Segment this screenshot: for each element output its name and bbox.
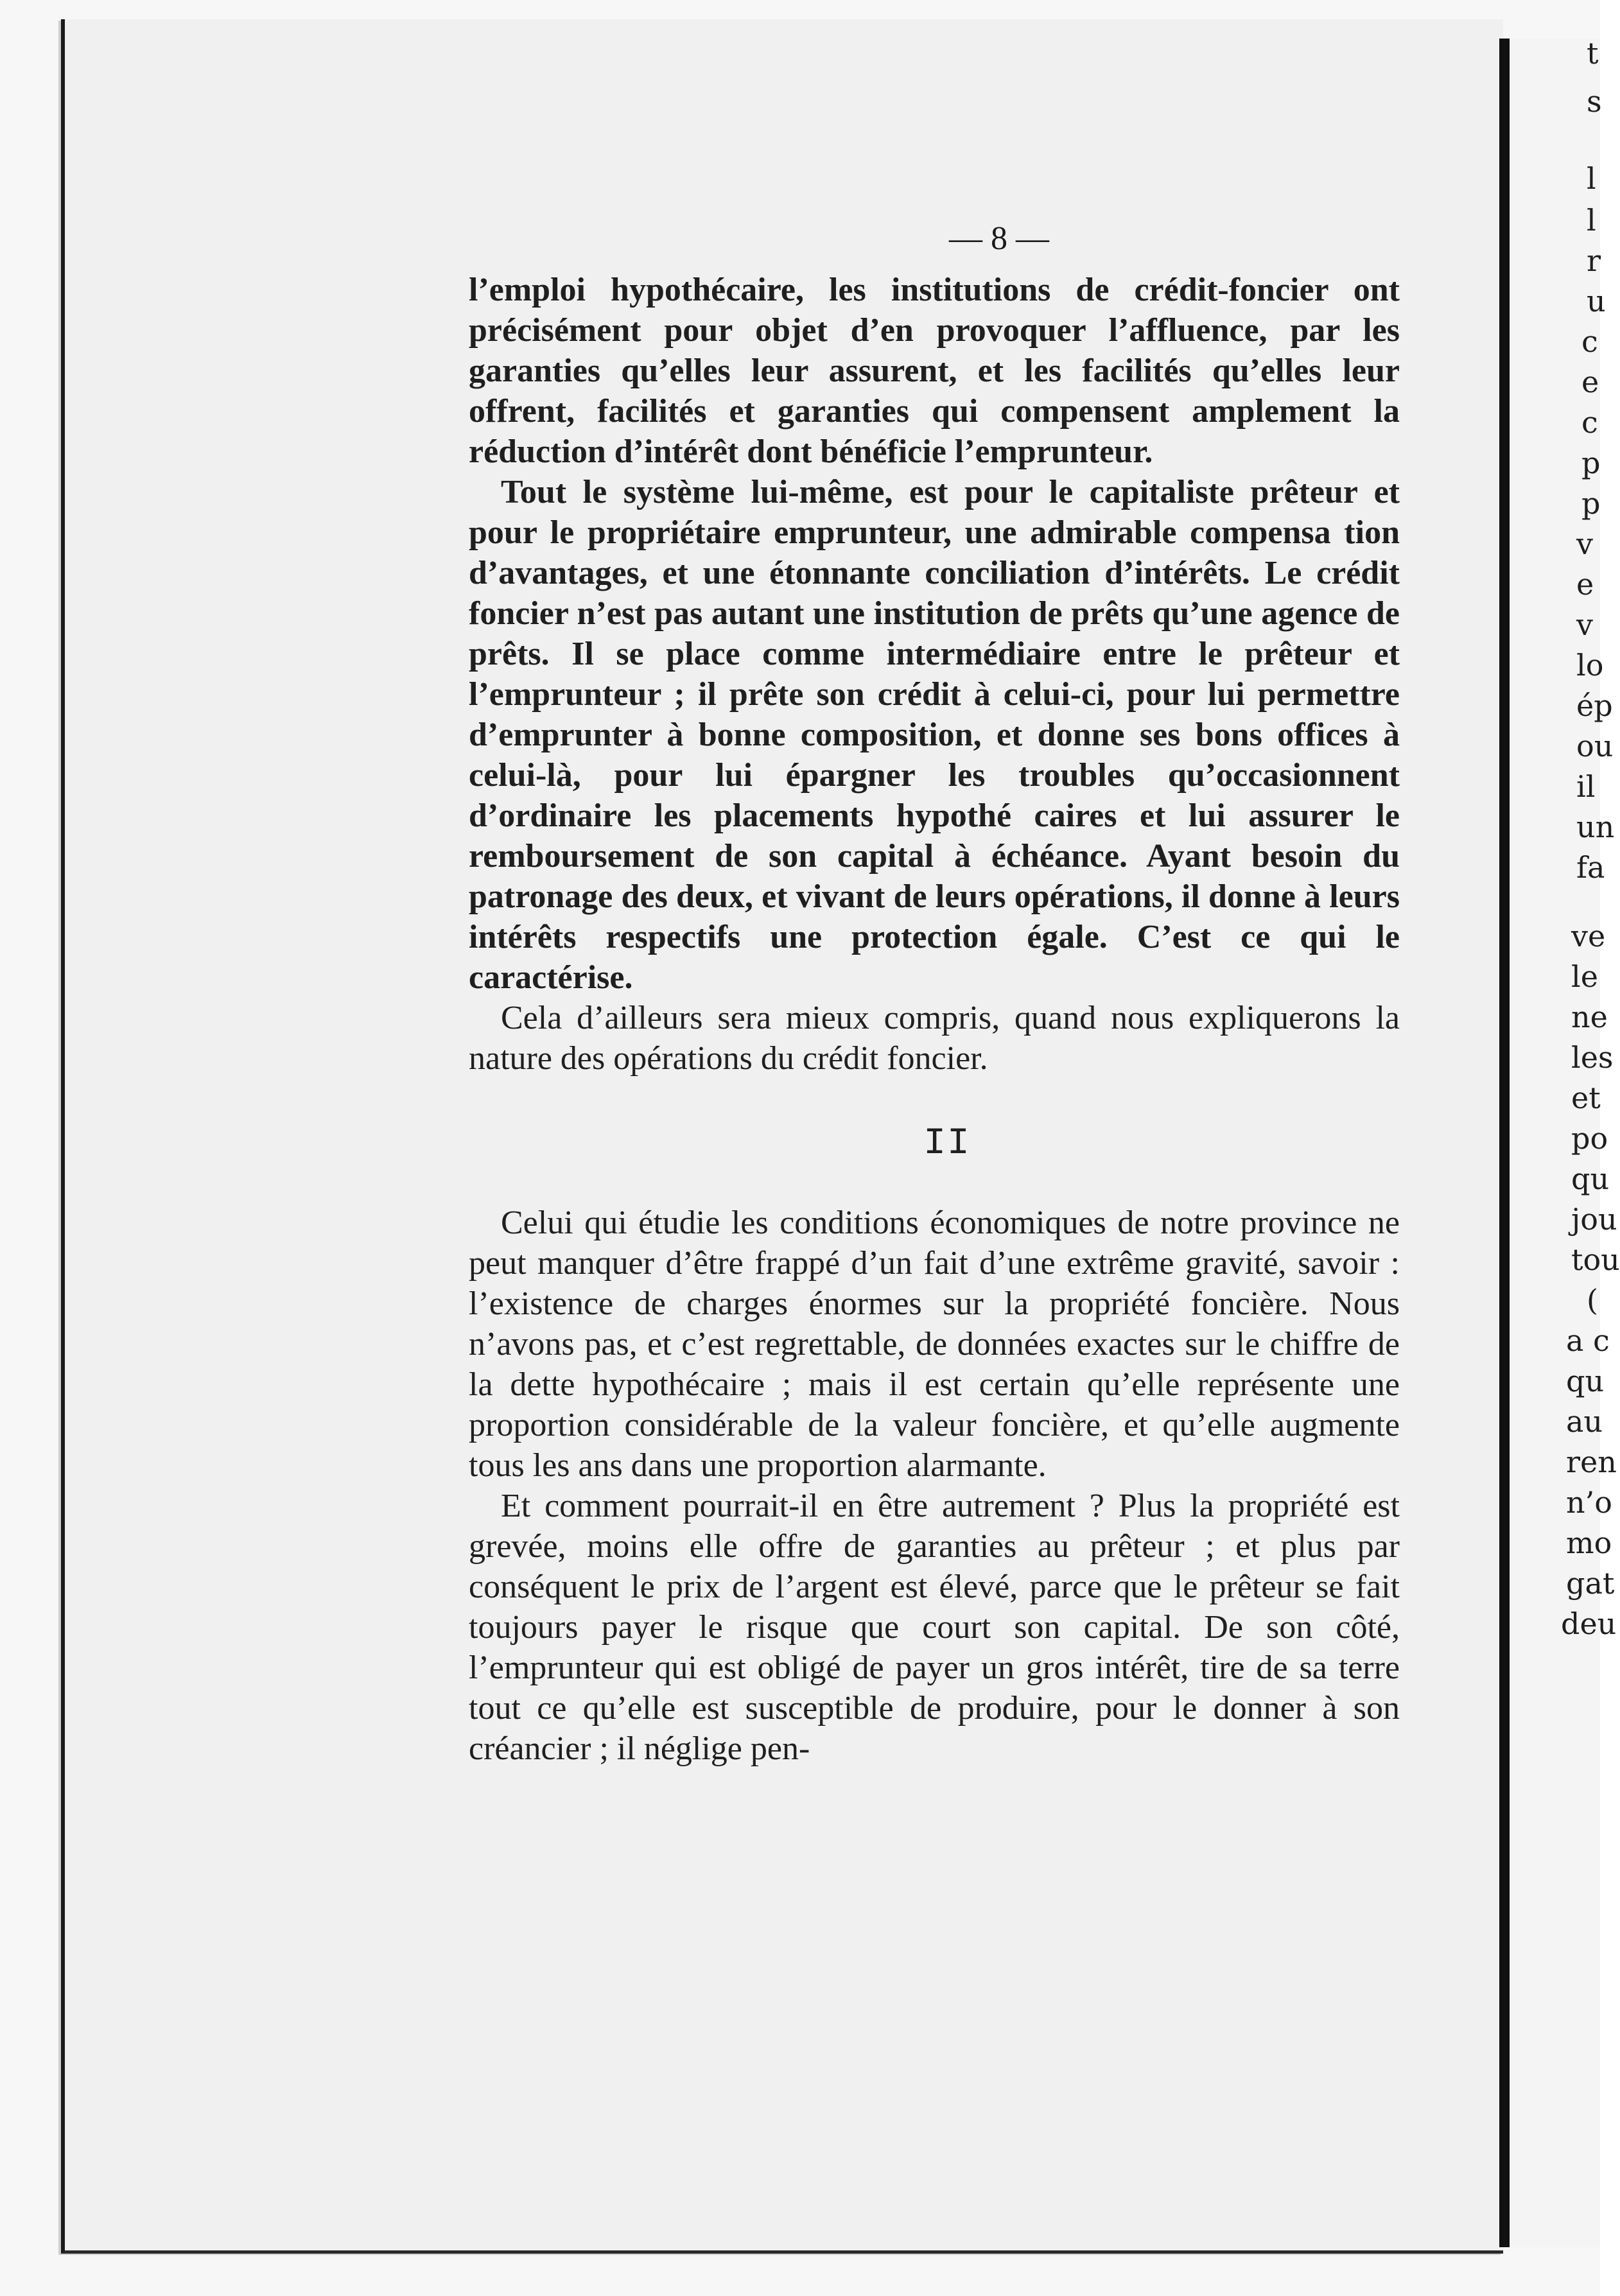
- page-body: [469, 270, 1400, 1769]
- adjacent-page-fragment: deu: [1561, 1606, 1617, 1641]
- adjacent-page-fragment: ne: [1571, 1000, 1608, 1034]
- adjacent-page-fragment: qu: [1566, 1364, 1605, 1398]
- adjacent-page-fragment: v: [1576, 607, 1593, 642]
- adjacent-page-fragment: c: [1581, 405, 1598, 440]
- adjacent-page-fragment: un: [1576, 810, 1615, 844]
- adjacent-page-fragment: n’o: [1566, 1485, 1612, 1520]
- adjacent-page-fragment: tou: [1571, 1242, 1620, 1277]
- adjacent-page-fragment: (: [1587, 1283, 1598, 1318]
- adjacent-page-edge: [1510, 36, 1620, 2247]
- adjacent-page-fragment: s: [1587, 84, 1602, 119]
- adjacent-page-fragment: les: [1571, 1040, 1614, 1075]
- adjacent-page-fragment: a c: [1566, 1323, 1610, 1358]
- adjacent-page-fragment: v: [1576, 526, 1593, 561]
- adjacent-page-fragment: p: [1581, 446, 1601, 480]
- paragraph: Et comment pourrait-il en être autrement ? Plus la propriété est grevée, moins elle offre de garanties au prêteur ; et plus par conséquent le prix de l’argent est élevé, parce que le prêteur se fait toujours payer le risque que court son capital. De son côté, l’emprunteur qui est obligé de payer un gros intérêt, tire de sa terre tout ce qu’elle est susceptible de produire, pour le donner à son créancier ; il néglige pen-: [469, 1488, 1400, 1767]
- adjacent-page-fragment: c: [1581, 324, 1598, 359]
- book-spine: [1499, 39, 1510, 2247]
- paragraph: Cela d’ailleurs sera mieux compris, quand nous expliquerons la nature des opérations du crédit foncier.: [469, 1000, 1400, 1077]
- adjacent-page-fragment: l: [1587, 161, 1596, 196]
- adjacent-page-fragment: mo: [1566, 1526, 1612, 1560]
- adjacent-page-fragment: ép: [1576, 688, 1613, 723]
- adjacent-page-fragment: t: [1587, 36, 1599, 71]
- paragraph: l’emploi hypothécaire, les institutions de crédit-foncier ont précisément pour objet d’en provoquer l’affluence, par les garanties qu’elles leur assurent, et les facilités qu’elles leur offrent, facilités et garanties qui compensent amplement la réduction d’intérêt dont bénéficie l’emprunteur.: [469, 272, 1400, 470]
- adjacent-page-fragment: qu: [1571, 1161, 1610, 1196]
- section-heading: II: [923, 1123, 971, 1165]
- paragraph: Tout le système lui-même, est pour le capitaliste prêteur et pour le propriétaire emprunteur, une admirable compensa tion d’avantages, et une étonnante conciliation d’intérêts. Le crédit foncier n’est pas autant une institution de prêts qu’une agence de prêts. Il se place comme intermédiaire entre le prêteur et l’emprunteur ; il prête son crédit à celui-ci, pour lui permettre d’emprunter à bonne composition, et donne ses bons offices à celui-là, pour lui épargner les troubles qu’occasionnent d’ordinaire les placements hypothé caires et lui assurer le remboursement de son capital à échéance. Ayant besoin du patronage des deux, et vivant de leurs opérations, il donne à leurs intérêts respectifs une protection égale. C’est ce qui le caractérise.: [469, 474, 1400, 996]
- adjacent-page-fragment: l: [1587, 203, 1596, 238]
- adjacent-page-fragment: r: [1587, 243, 1601, 278]
- adjacent-page-fragment: e: [1581, 365, 1599, 399]
- adjacent-page-fragment: jou: [1571, 1202, 1617, 1237]
- adjacent-page-fragment: et: [1571, 1081, 1601, 1115]
- adjacent-page-fragment: po: [1571, 1121, 1608, 1156]
- adjacent-page-fragment: fa: [1576, 850, 1605, 885]
- adjacent-page-fragment: au: [1566, 1404, 1603, 1439]
- adjacent-page-fragment: lo: [1576, 648, 1604, 683]
- adjacent-page-fragment: il: [1576, 769, 1596, 804]
- adjacent-page-fragment: e: [1576, 567, 1594, 602]
- page-number: — 8 —: [949, 220, 1049, 257]
- adjacent-page-fragment: gat: [1566, 1566, 1615, 1601]
- adjacent-page-fragment: ve: [1571, 919, 1606, 953]
- adjacent-page-fragment: ren: [1566, 1445, 1617, 1479]
- adjacent-page-fragment: le: [1571, 959, 1598, 994]
- adjacent-page-fragment: p: [1581, 486, 1601, 521]
- adjacent-page-fragment: u: [1587, 284, 1606, 318]
- paragraph: Celui qui étudie les conditions économiques de notre province ne peut manquer d’être frappé d’un fait d’une extrême gravité, savoir : l’existence de charges énormes sur la propriété foncière. Nous n’avons pas, et c’est regrettable, de données exactes sur le chiffre de la dette hypothécaire ; mais il est certain qu’elle représente une proportion considérable de la valeur foncière, et qu’elle augmente tous les ans dans une proportion alarmante.: [469, 1205, 1400, 1484]
- adjacent-page-fragment: ou: [1576, 729, 1614, 763]
